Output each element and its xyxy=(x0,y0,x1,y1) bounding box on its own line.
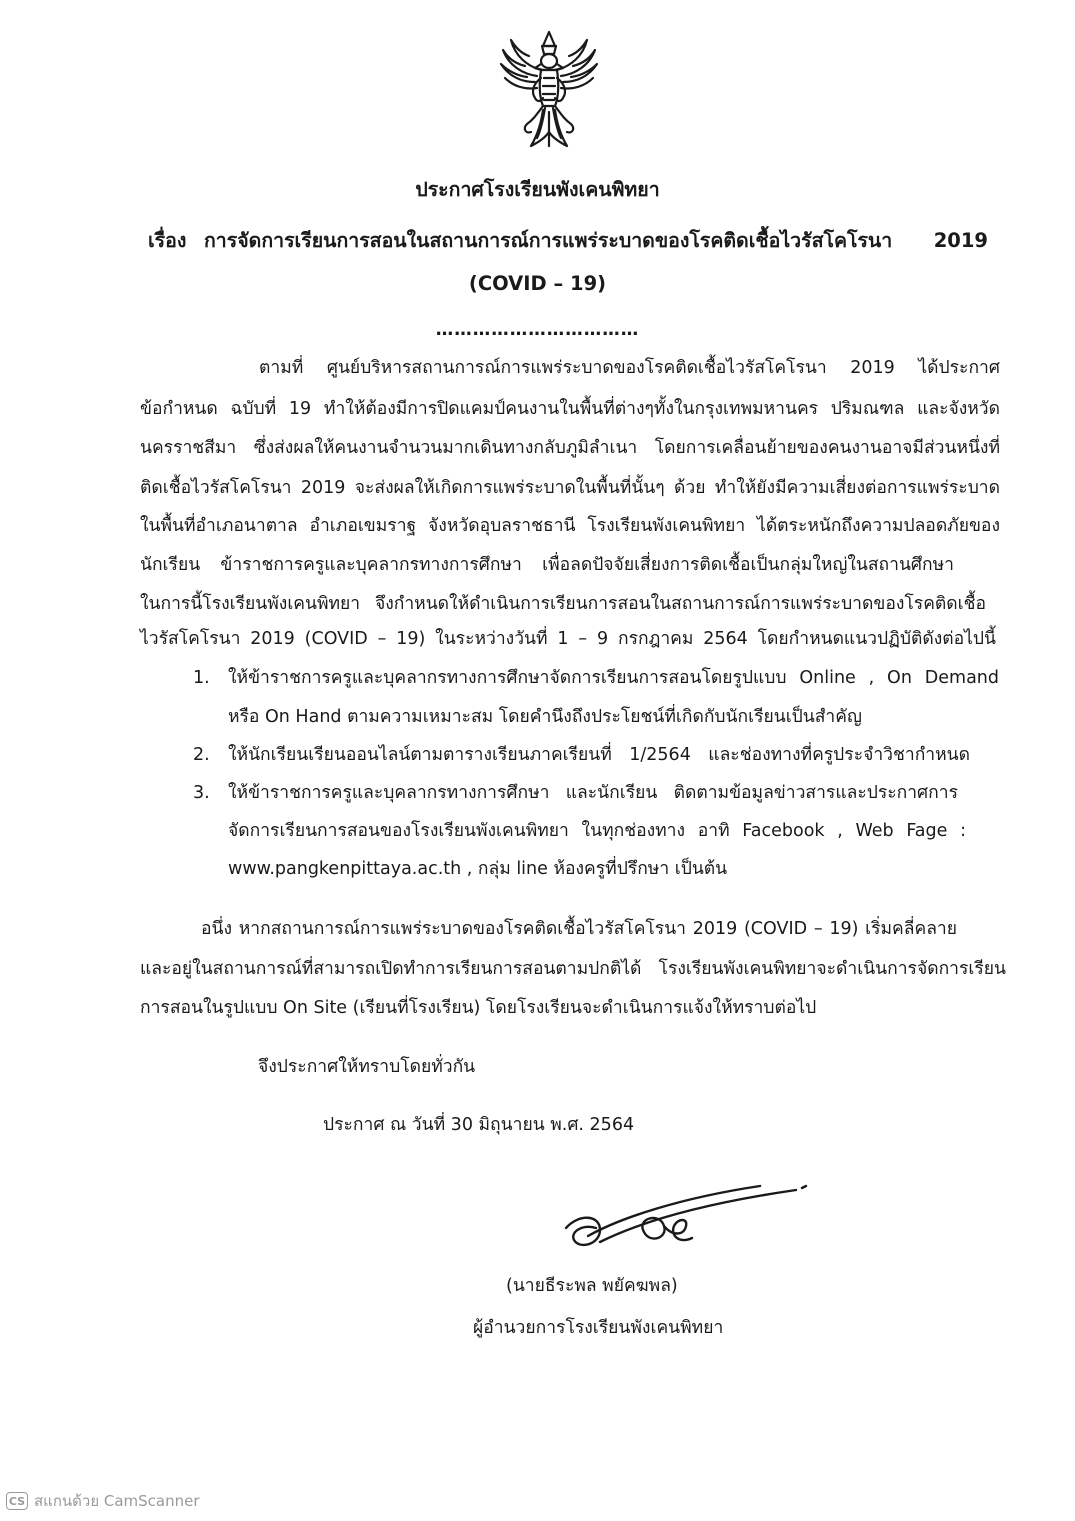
subject-text: การจัดการเรียนการสอนในสถานการณ์การแพร่ระบาดของโรคติดเชื้อไวรัสโคโรนา 2019 xyxy=(204,229,988,252)
signatory-name: (นายธีระพล พยัคฆพล) xyxy=(506,1276,678,1296)
paragraph-1-line-8: ไวรัสโคโรนา 2019 (COVID – 19) ในระหว่างวันที่ 1 – 9 กรกฎาคม 2564 โดยกำหนดแนวปฏิบัติดังต่อไปนี้ xyxy=(140,629,996,649)
paragraph-1-line-3: นครราชสีมา ซึ่งส่งผลให้คนงานจำนวนมากเดินทางกลับภูมิลำเนา โดยการเคลื่อนย้ายของคนงานอาจมีส่วนหนึ่งที่ xyxy=(140,438,1000,458)
announcement-date: ประกาศ ณ วันที่ 30 มิถุนายน พ.ศ. 2564 xyxy=(323,1115,635,1135)
list-item-2-line-1: ให้นักเรียนเรียนออนไลน์ตามตารางเรียนภาคเรียนที่ 1/2564 และช่องทางที่ครูประจำวิชากำหนด xyxy=(228,745,970,765)
camscanner-text: สแกนด้วย CamScanner xyxy=(34,1492,200,1510)
list-number-1: 1. xyxy=(193,668,210,688)
list-item-1-line-2: หรือ On Hand ตามความเหมาะสม โดยคำนึงถึงประโยชน์ที่เกิดกับนักเรียนเป็นสำคัญ xyxy=(228,707,862,727)
paragraph-1-line-4: ติดเชื้อไวรัสโคโรนา 2019 จะส่งผลให้เกิดการแพร่ระบาดในพื้นที่นั้นๆ ด้วย ทำให้ยังมีความเสี่ยงต่อการแพร่ระบาด xyxy=(140,478,1000,498)
garuda-emblem-icon xyxy=(497,28,602,153)
document-title: ประกาศโรงเรียนพังเคนพิทยา xyxy=(415,178,660,201)
camscanner-watermark xyxy=(6,1490,200,1512)
paragraph-1-line-7: ในการนี้โรงเรียนพังเคนพิทยา จึงกำหนดให้ดำเนินการเรียนการสอนในสถานการณ์การแพร่ระบาดของโรคติดเชื้อ xyxy=(140,594,986,614)
subject-subtitle: (COVID – 19) xyxy=(468,272,607,295)
paragraph-1-line-1: ตามที่ ศูนย์บริหารสถานการณ์การแพร่ระบาดของโรคติดเชื้อไวรัสโคโรนา 2019 ได้ประกาศ xyxy=(259,358,1000,378)
title-separator: …………………………… xyxy=(435,320,640,340)
closing-statement: จึงประกาศให้ทราบโดยทั่วกัน xyxy=(258,1057,476,1077)
list-number-3: 3. xyxy=(193,783,210,803)
camscanner-logo-icon: CS xyxy=(6,1492,28,1510)
paragraph-1-line-2: ข้อกำหนด ฉบับที่ 19 ทำให้ต้องมีการปิดแคมป์คนงานในพื้นที่ต่างๆทั้งในกรุงเทพมหานคร ปริมณฑล และจังหวัด xyxy=(140,399,1000,419)
paragraph-1-line-6: นักเรียน ข้าราชการครูและบุคลากรทางการศึกษา เพื่อลดปัจจัยเสี่ยงการติดเชื้อเป็นกลุ่มใหญ่ในสถานศึกษา xyxy=(140,555,954,575)
paragraph-1-line-5: ในพื้นที่อำเภอนาตาล อำเภอเขมราฐ จังหวัดอุบลราชธานี โรงเรียนพังเคนพิทยา ได้ตระหนักถึงความปลอดภัยของ xyxy=(140,516,1000,536)
handwritten-signature xyxy=(560,1178,810,1258)
paragraph-2-line-2: และอยู่ในสถานการณ์ที่สามารถเปิดทำการเรียนการสอนตามปกติได้ โรงเรียนพังเคนพิทยาจะดำเนินการจัดการเรียน xyxy=(140,959,1006,979)
list-item-3-line-3: www.pangkenpittaya.ac.th , กลุ่ม line ห้องครูที่ปรึกษา เป็นต้น xyxy=(228,859,728,879)
subject-label: เรื่อง xyxy=(148,229,187,252)
list-item-3-line-2: จัดการเรียนการสอนของโรงเรียนพังเคนพิทยา ในทุกช่องทาง อาทิ Facebook , Web Fage : xyxy=(228,821,966,841)
list-item-1-line-1: ให้ข้าราชการครูและบุคลากรทางการศึกษาจัดการเรียนการสอนโดยรูปแบบ Online , On Demand xyxy=(228,668,999,688)
paragraph-2-line-1: อนึ่ง หากสถานการณ์การแพร่ระบาดของโรคติดเชื้อไวรัสโคโรนา 2019 (COVID – 19) เริ่มคลี่คลาย xyxy=(201,919,957,939)
paragraph-2-line-3: การสอนในรูปแบบ On Site (เรียนที่โรงเรียน) โดยโรงเรียนจะดำเนินการแจ้งให้ทราบต่อไป xyxy=(140,998,817,1018)
list-item-3-line-1: ให้ข้าราชการครูและบุคลากรทางการศึกษา และนักเรียน ติดตามข้อมูลข่าวสารและประกาศการ xyxy=(228,783,958,803)
list-number-2: 2. xyxy=(193,745,210,765)
signatory-position: ผู้อำนวยการโรงเรียนพังเคนพิทยา xyxy=(473,1318,724,1338)
